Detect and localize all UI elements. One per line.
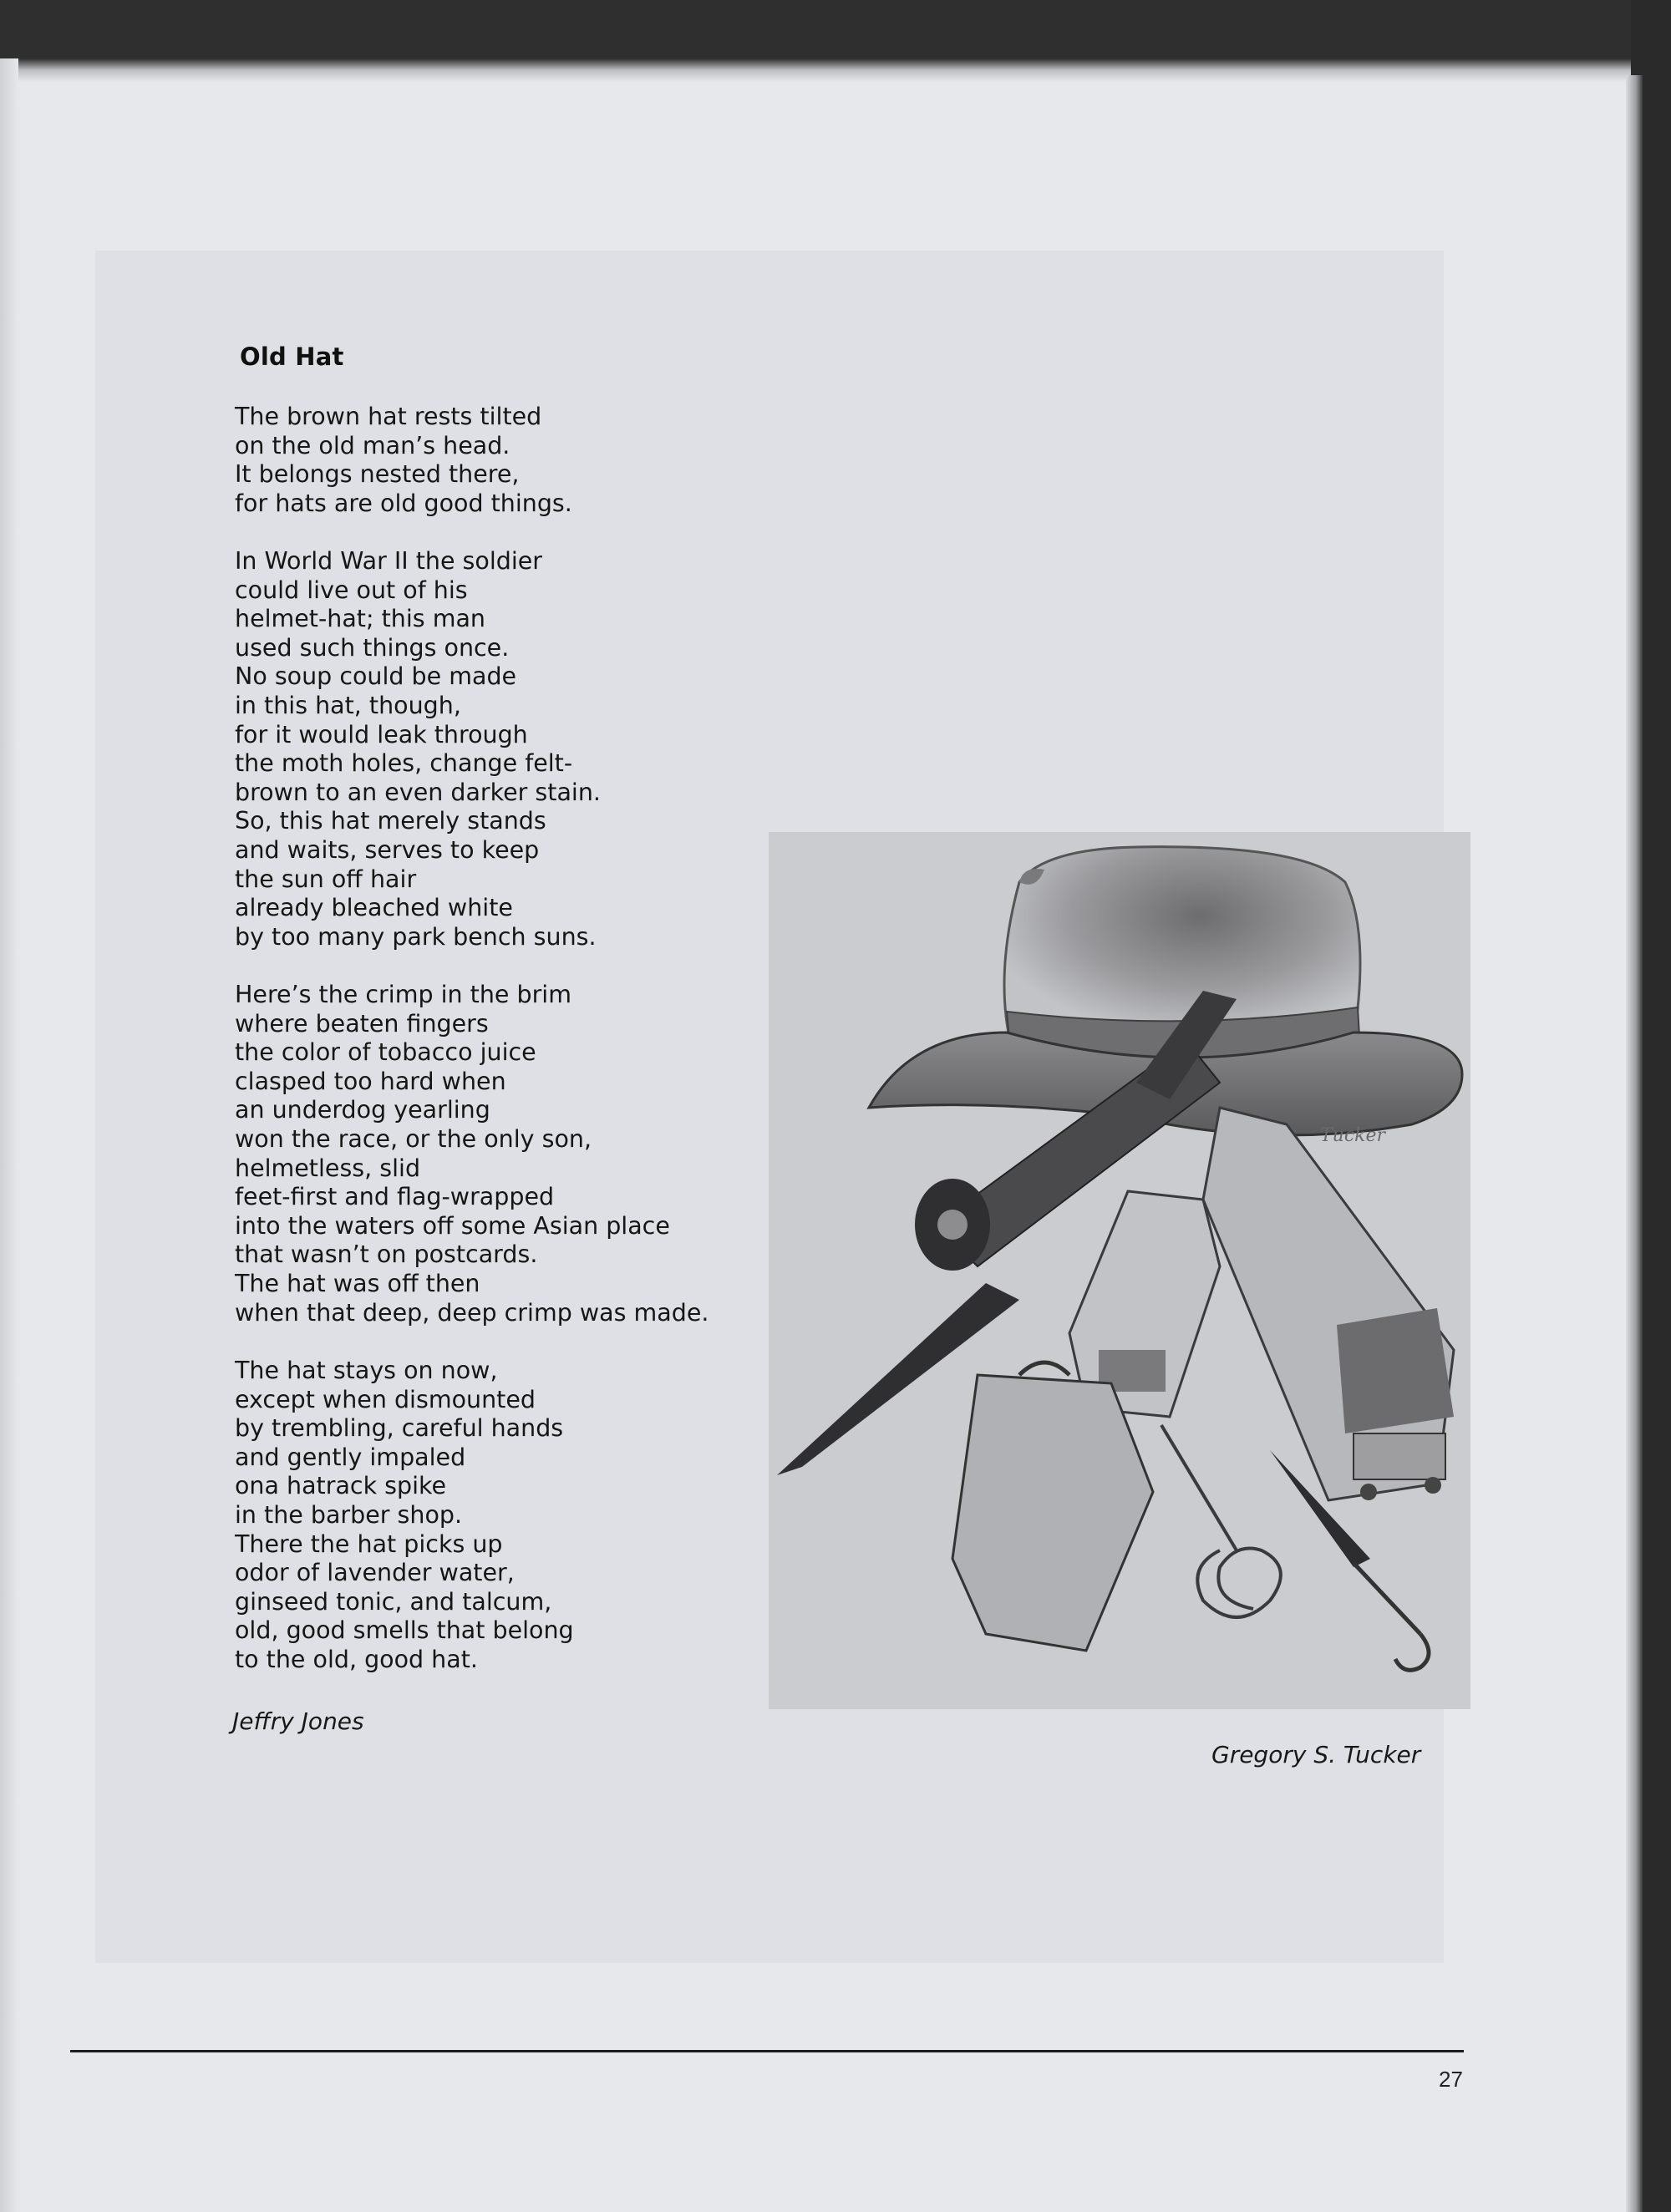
poem-line: the color of tobacco juice [235, 1038, 536, 1067]
poem-line: on the old man’s head. [235, 431, 510, 459]
poem-line: an underdog yearling [235, 1096, 490, 1124]
binding-edge [0, 58, 18, 2212]
poem-line: There the hat picks up [235, 1530, 503, 1558]
poem-line: old, good smells that belong [235, 1616, 574, 1645]
hat-illustration [769, 832, 1470, 1709]
footer-rule [70, 2050, 1464, 2052]
poem-line: The brown hat rests tilted [235, 403, 542, 430]
poem-line: in the barber shop. [235, 1500, 463, 1529]
poem-title: Old Hat [240, 342, 344, 371]
poem-line: where beaten fingers [235, 1009, 489, 1038]
poem-line: helmet-hat; this man [235, 605, 485, 633]
poem-line: ginseed tonic, and talcum, [235, 1587, 552, 1616]
poem-line: used such things once. [235, 633, 510, 662]
artist-credit: Gregory S. Tucker [1211, 1741, 1421, 1768]
poem-line: except when dismounted [235, 1385, 536, 1413]
poem-line: the moth holes, change felt- [235, 749, 573, 778]
poem-line: Here’s the crimp in the brim [235, 981, 571, 1008]
poem-line: could live out of his [235, 576, 468, 604]
poem-line: to the old, good hat. [235, 1645, 478, 1673]
poem-line: and waits, serves to keep [235, 835, 540, 864]
poem-line: when that deep, deep crimp was made. [235, 1298, 709, 1327]
poem-line: that wasn’t on postcards. [235, 1240, 538, 1269]
top-shadow [0, 0, 1631, 82]
poem-stanza-3 [235, 981, 709, 1327]
poem-line: helmetless, slid [235, 1154, 421, 1182]
poem-line: already bleached white [235, 894, 513, 922]
poem-line: by too many park bench suns. [235, 922, 597, 951]
poem-line: So, this hat merely stands [235, 807, 546, 835]
poem-line: in this hat, though, [235, 691, 461, 719]
poem-line: clasped too hard when [235, 1067, 506, 1095]
poem-line: odor of lavender water, [235, 1559, 515, 1587]
page-edge [1626, 75, 1643, 2212]
poem-line: into the waters off some Asian place [235, 1211, 670, 1240]
poem-line: won the race, or the only son, [235, 1124, 592, 1153]
page-number: 27 [1439, 2067, 1463, 2092]
poem-line: ona hatrack spike [235, 1472, 447, 1500]
poem-line: by trembling, careful hands [235, 1414, 564, 1443]
poem-stanza-2 [235, 547, 601, 951]
poem-line: the sun off hair [235, 865, 417, 893]
poem-stanza-4 [235, 1357, 574, 1675]
poem-line: The hat stays on now, [235, 1357, 498, 1384]
poem-line: It belongs nested there, [235, 460, 520, 489]
poem-line: The hat was off then [235, 1269, 480, 1297]
poem-line: In World War II the soldier [235, 547, 543, 575]
poem-line: No soup could be made [235, 662, 517, 691]
poem-line: brown to an even darker stain. [235, 778, 601, 806]
poem-line: for hats are old good things. [235, 489, 572, 517]
poem-line: feet-first and flag-wrapped [235, 1183, 555, 1211]
poem-line: and gently impaled [235, 1443, 466, 1471]
artist-signature: Tucker [1320, 1125, 1386, 1146]
poem-line: for it would leak through [235, 720, 528, 748]
poem-author: Jeffry Jones [232, 1707, 364, 1735]
poem-stanza-1 [235, 403, 572, 518]
